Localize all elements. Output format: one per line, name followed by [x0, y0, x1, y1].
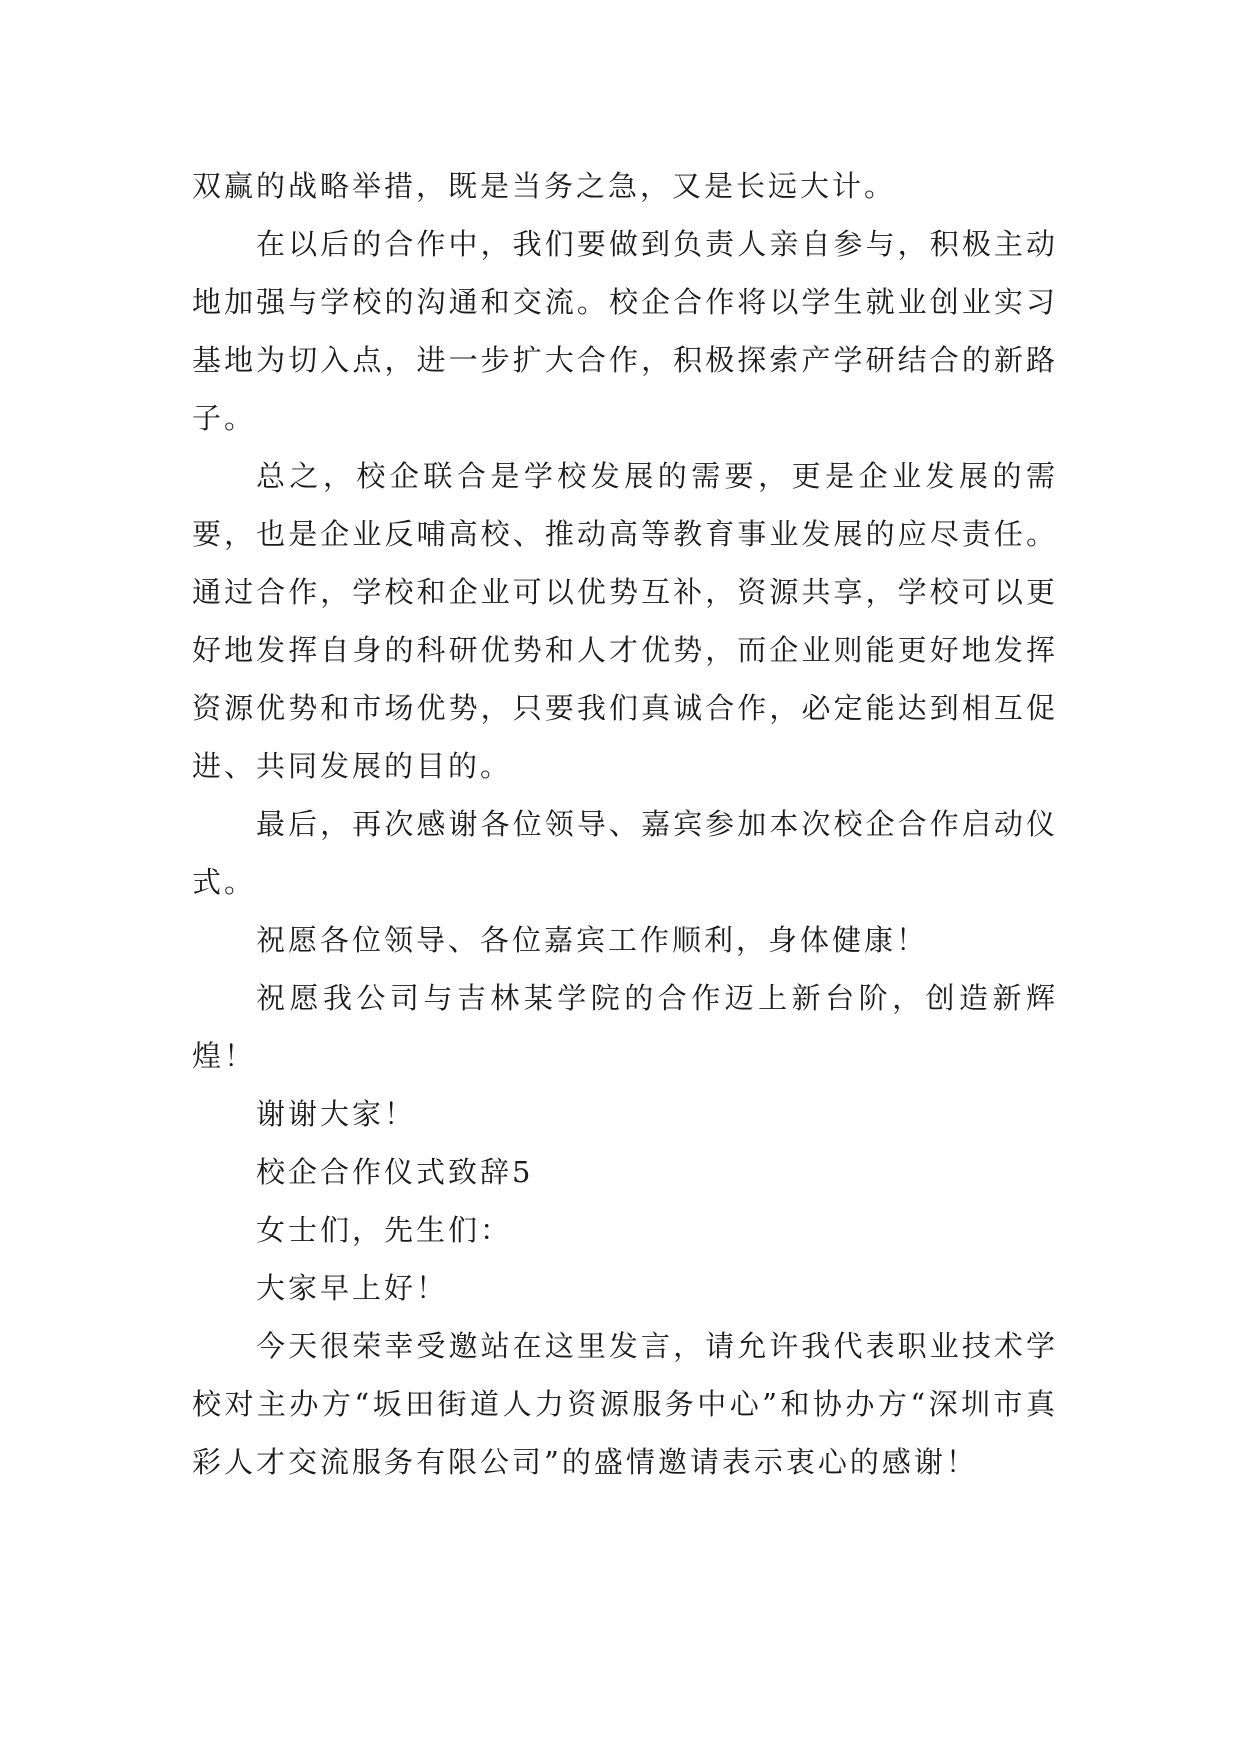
- paragraph-cooperation-plan: 在以后的合作中，我们要做到负责人亲自参与，积极主动地加强与学校的沟通和交流。校企合作将以学生就业创业实习基地为切入点，进一步扩大合作，积极探索产学研结合的新路子。: [192, 227, 1058, 435]
- section-heading: 校企合作仪式致辞5: [256, 1155, 534, 1189]
- paragraph-salutation: 女士们，先生们：: [256, 1213, 513, 1247]
- paragraph-continuation: 双赢的战略举措，既是当务之急，又是长远大计。: [192, 169, 897, 203]
- paragraph-wish-cooperation: 祝愿我公司与吉林某学院的合作迈上新台阶，创造新辉煌！: [192, 981, 1058, 1073]
- paragraph-thanks: 最后，再次感谢各位领导、嘉宾参加本次校企合作启动仪式。: [192, 807, 1058, 899]
- paragraph-summary: 总之，校企联合是学校发展的需要，更是企业发展的需要，也是企业反哺高校、推动高等教育事业发展的应尽责任。通过合作，学校和企业可以优势互补，资源共享，学校可以更好地发挥自身的科研优势和人才优势，而企业则能更好地发挥资源优势和市场优势，只要我们真诚合作，必定能达到相互促进、共同发展的目的。: [192, 459, 1058, 783]
- paragraph-closing: 谢谢大家！: [256, 1097, 417, 1131]
- paragraph-wish-guests: 祝愿各位领导、各位嘉宾工作顺利，身体健康！: [256, 923, 929, 957]
- paragraph-greeting: 大家早上好！: [256, 1271, 449, 1305]
- document-body: [192, 157, 1058, 1491]
- paragraph-speech-opening: 今天很荣幸受邀站在这里发言，请允许我代表职业技术学校对主办方“坂田街道人力资源服务中心”和协办方“深圳市真彩人才交流服务有限公司”的盛情邀请表示衷心的感谢！: [192, 1329, 1058, 1479]
